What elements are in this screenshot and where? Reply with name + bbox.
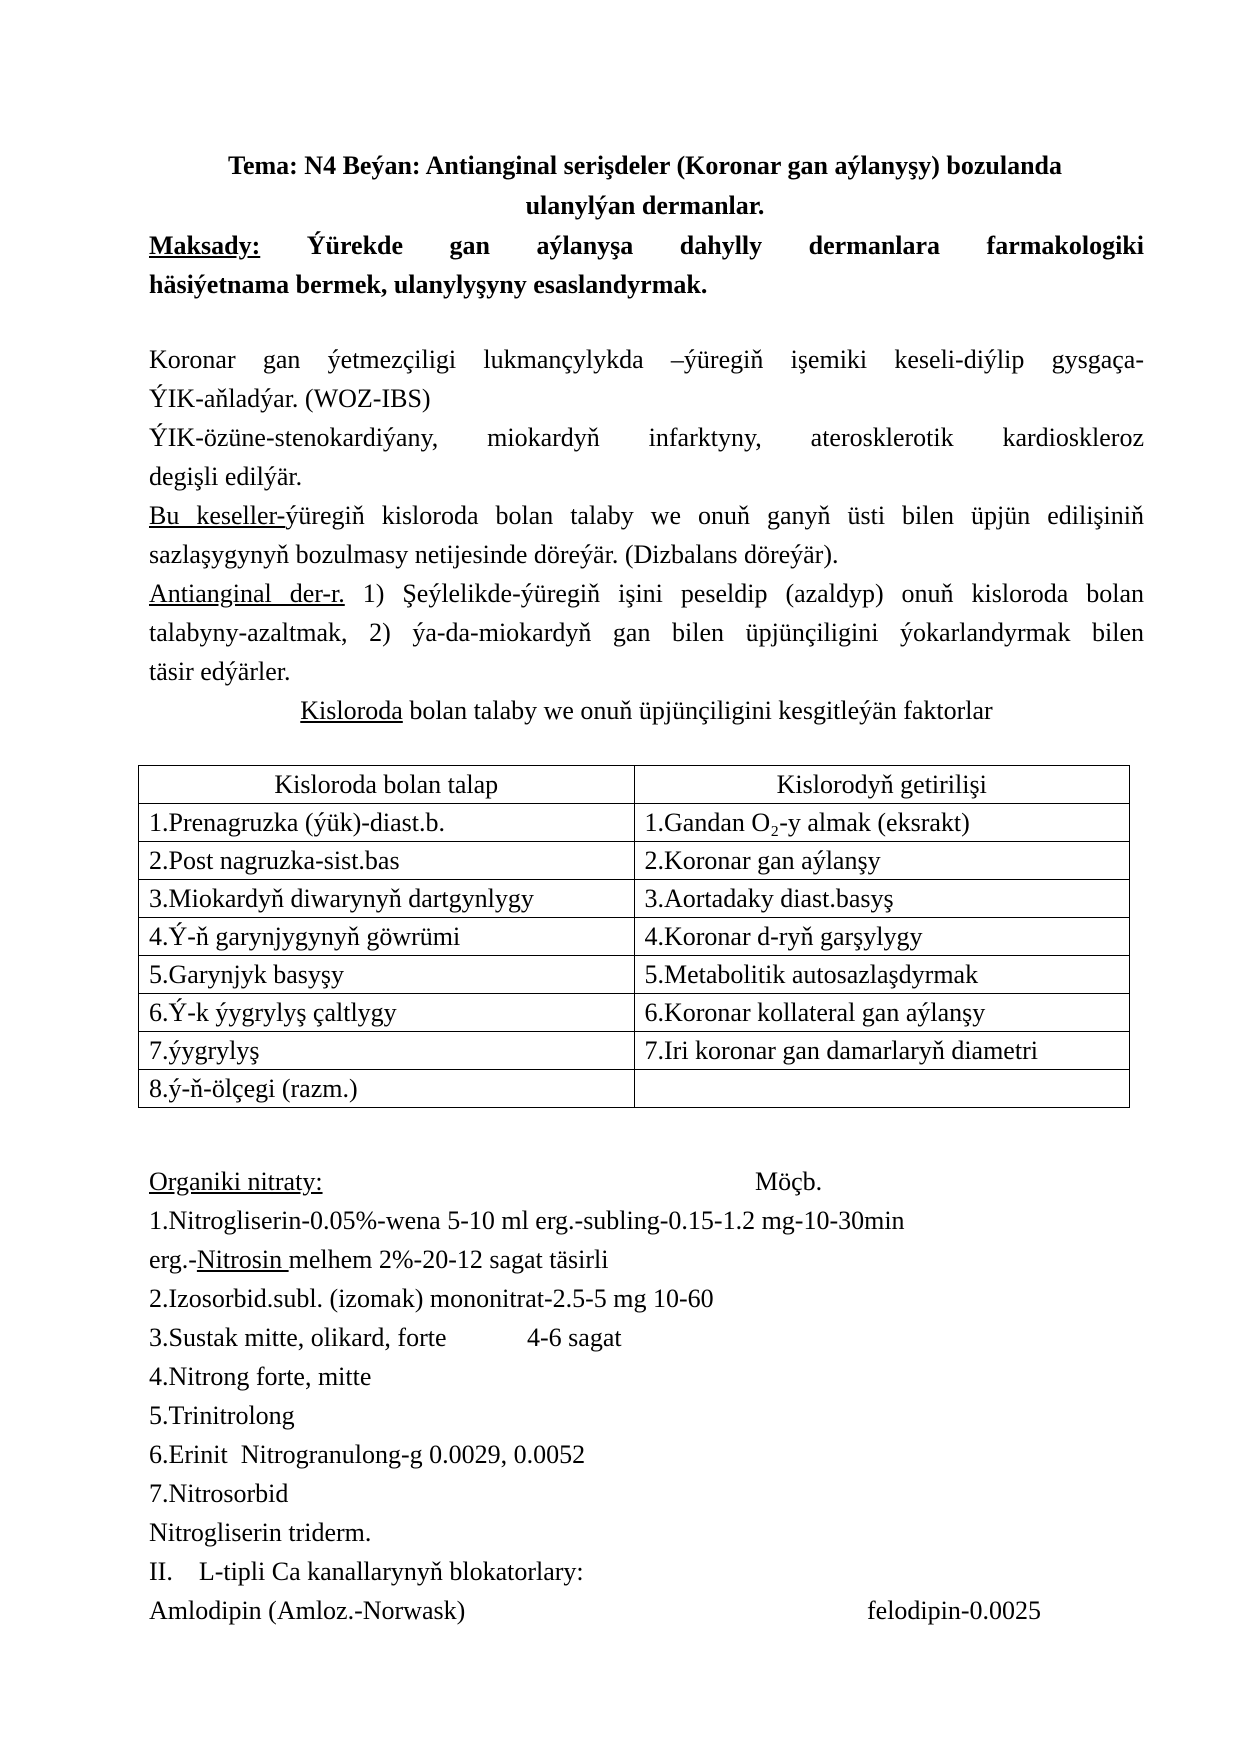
- nitrates-item-4: 4.Nitrong forte, mitte: [149, 1362, 372, 1391]
- table-cell: 1.Prenagruzka (ýük)-diast.b.: [139, 804, 635, 842]
- nitrates-item-1b: [149, 1240, 608, 1279]
- aim-paragraph: [149, 226, 1144, 304]
- p2-line-1: ÝIK-özüne-stenokardiýany, miokardyň infarktyny, aterosklerotik kardioskleroz: [149, 423, 1144, 452]
- oxygen-factors-table: [138, 765, 1130, 1108]
- table-row: [139, 1070, 1130, 1108]
- table-cell: 5.Metabolitik autosazlaşdyrmak: [634, 956, 1130, 994]
- p3-label: Bu keseller-: [149, 501, 286, 530]
- aim-line-2: häsiýetnama bermek, ulanylyşyny esaslandyrmak.: [149, 270, 708, 299]
- table-row: [139, 842, 1130, 880]
- p4-label: Antianginal der-r.: [149, 579, 345, 608]
- p1-line-1: Koronar gan ýetmezçiligi lukmançylykda –ýüregiň işemiki keseli-diýlip gysgaça-: [149, 345, 1144, 374]
- nitrates-item-8: Nitrogliserin triderm.: [149, 1518, 372, 1547]
- intro-paragraph-3: [149, 496, 1144, 574]
- table-header-supply: Kislorodyň getirilişi: [634, 766, 1130, 804]
- table-cell: 4.Ý-ň garynjygynyň göwrümi: [139, 918, 635, 956]
- table-cell: 5.Garynjyk basyşy: [139, 956, 635, 994]
- table-cell: 1.Gandan O₂-y almak (eksrakt): [634, 804, 1130, 842]
- dose-column-label: Möçb.: [755, 1167, 823, 1196]
- table-cell: 7.Iri koronar gan damarlaryň diametri: [634, 1032, 1130, 1070]
- table-row: [139, 804, 1130, 842]
- nitrosin-rest: melhem 2%-20-12 sagat täsirli: [288, 1245, 609, 1274]
- nitrates-item-3: 3.Sustak mitte, olikard, forte: [149, 1323, 447, 1352]
- p1-line-2: ÝIK-aňladýar. (WOZ-IBS): [149, 384, 431, 413]
- intro-paragraph-1: [149, 340, 1144, 418]
- nitrates-item-6: 6.Erinit Nitrogranulong-g 0.0029, 0.0052: [149, 1440, 586, 1469]
- table-cell: [634, 1070, 1130, 1108]
- table-cell: 4.Koronar d-ryň garşylygy: [634, 918, 1130, 956]
- table-cell: 8.ý-ň-ölçegi (razm.): [139, 1070, 635, 1108]
- table-cell: 3.Aortadaky diast.basyş: [634, 880, 1130, 918]
- title-line-2: ulanylýan dermanlar.: [525, 191, 765, 220]
- calcium-blocker-left: Amlodipin (Amloz.-Norwask): [149, 1596, 466, 1625]
- nitrates-item-7: 7.Nitrosorbid: [149, 1479, 289, 1508]
- calcium-blocker-right: felodipin-0.0025: [867, 1596, 1042, 1625]
- nitrates-item-1: 1.Nitrogliserin-0.05%-wena 5-10 ml erg.-subling-0.15-1.2 mg-10-30min: [149, 1206, 905, 1235]
- nitrates-item-2: 2.Izosorbid.subl. (izomak) mononitrat-2.5-5 mg 10-60: [149, 1284, 714, 1313]
- nitrates-item-3-duration: 4-6 sagat: [527, 1323, 622, 1352]
- p2-line-2: degişli edilýär.: [149, 462, 303, 491]
- table-cell: 7.ýygrylyş: [139, 1032, 635, 1070]
- factors-heading: [149, 691, 1144, 730]
- aim-line-1: [149, 226, 1144, 265]
- table-row: [139, 994, 1130, 1032]
- table-row: [139, 918, 1130, 956]
- calcium-blockers-heading: II. L-tipli Ca kanallarynyň blokatorlary:: [149, 1557, 584, 1586]
- aim-text-1: Ýürekde gan aýlanyşa dahylly dermanlara farmakologiki: [260, 231, 1144, 260]
- table-cell: 3.Miokardyň diwarynyň dartgynlygy: [139, 880, 635, 918]
- p4-text-1: 1) Şeýlelikde-ýüregiň işini peseldip (azaldyp) onuň kisloroda bolan: [344, 579, 1144, 608]
- nitrosin-prefix: erg.-: [149, 1245, 197, 1274]
- table-cell: 2.Koronar gan aýlanşy: [634, 842, 1130, 880]
- table-row: [139, 956, 1130, 994]
- table-header-row: [139, 766, 1130, 804]
- table-cell: 2.Post nagruzka-sist.bas: [139, 842, 635, 880]
- intro-paragraph-2: [149, 418, 1144, 496]
- p4-line-2: talabyny-azaltmak, 2) ýa-da-miokardyň gan bilen üpjünçiligini ýokarlandyrmak bilen: [149, 618, 1144, 647]
- p4-line-1: [149, 574, 1144, 613]
- table-row: [139, 1032, 1130, 1070]
- nitrates-label: Organiki nitraty:: [149, 1167, 323, 1196]
- p3-text-1: ýüregiň kisloroda bolan talaby we onuň ganyň üsti bilen üpjün edilişiniň: [285, 501, 1144, 530]
- p3-line-2: sazlaşygynyň bozulmasy netijesinde döreýär. (Dizbalans döreýär).: [149, 540, 839, 569]
- document-title: [150, 146, 1140, 226]
- p4-line-3: täsir edýärler.: [149, 657, 291, 686]
- factors-heading-rest: bolan talaby we onuň üpjünçiligini kesgitleýän faktorlar: [402, 696, 993, 725]
- title-line-1: Tema: N4 Beýan: Antianginal serişdeler (Koronar gan aýlanyşy) bozulanda: [227, 151, 1063, 180]
- table-cell: 6.Ý-k ýygrylyş çaltlygy: [139, 994, 635, 1032]
- table-cell: 6.Koronar kollateral gan aýlanşy: [634, 994, 1130, 1032]
- table-header-demand: Kisloroda bolan talap: [139, 766, 635, 804]
- nitrates-item-5: 5.Trinitrolong: [149, 1401, 295, 1430]
- intro-paragraph-4: [149, 574, 1144, 691]
- nitrosin-name: Nitrosin: [196, 1245, 289, 1274]
- aim-label: Maksady:: [149, 231, 261, 260]
- table-row: [139, 880, 1130, 918]
- factors-heading-underlined: Kisloroda: [300, 696, 403, 725]
- p3-line-1: [149, 496, 1144, 535]
